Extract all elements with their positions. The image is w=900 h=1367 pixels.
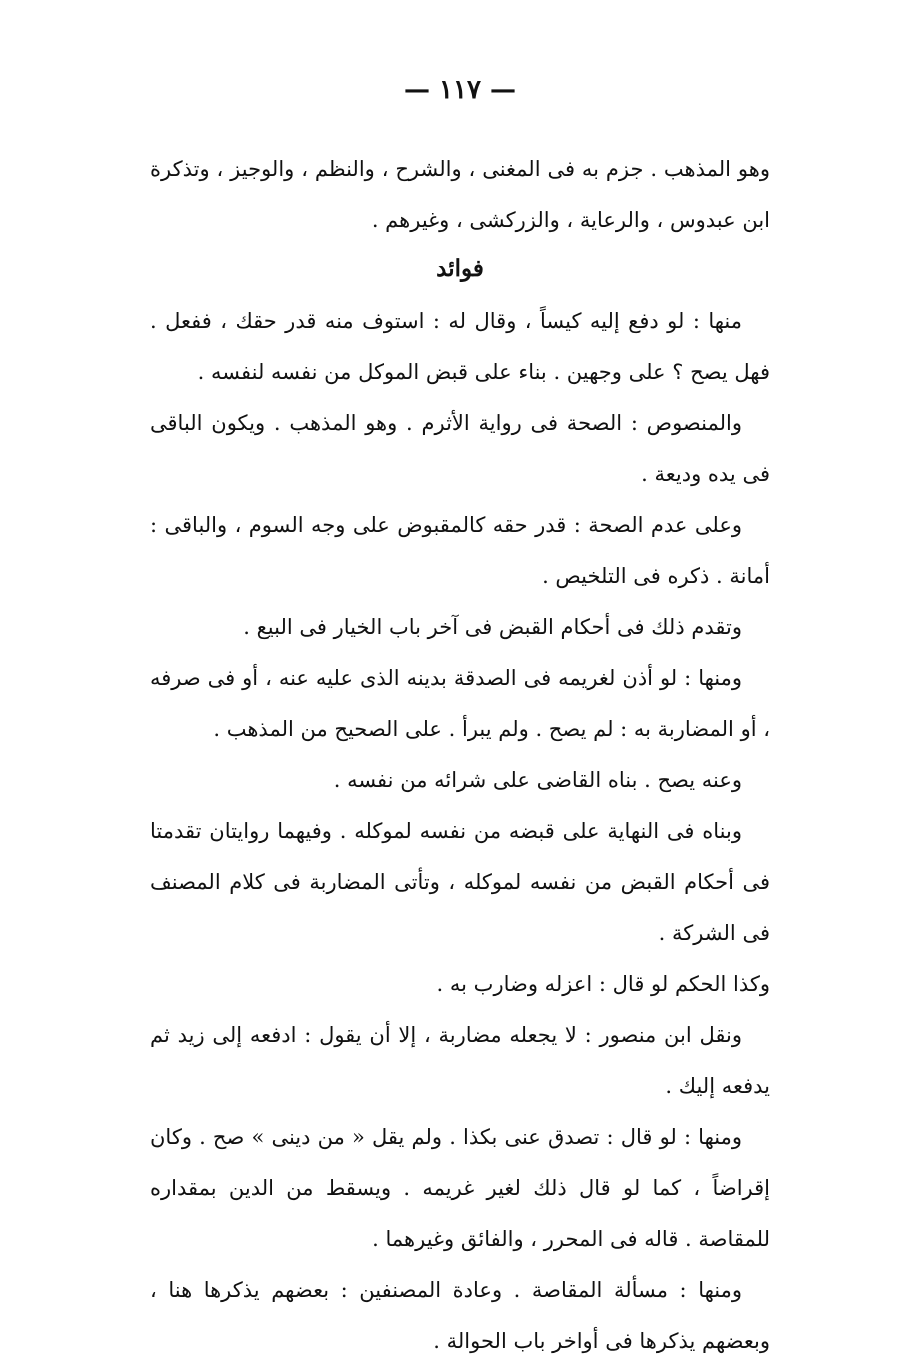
paragraph-9: وكذا الحكم لو قال : اعزله وضارب به .: [436, 972, 770, 996]
paragraph-5: وتقدم ذلك فى أحكام القبض فى آخر باب الخيار فى البيع .: [243, 615, 742, 639]
paragraph-3: والمنصوص : الصحة فى رواية الأثرم . وهو المذهب . ويكون الباقى فى يده وديعة .: [150, 411, 770, 486]
paragraph-6: ومنها : لو أذن لغريمه فى الصدقة بدينه الذى عليه عنه ، أو فى صرفه ، أو المضاربة به : لم يصح . ولم يبرأ . على الصحيح من المذهب .: [150, 666, 770, 741]
paragraph-12: ومنها : مسألة المقاصة . وعادة المصنفين : بعضهم يذكرها هنا ، وبعضهم يذكرها فى أواخر باب الحوالة .: [150, 1278, 770, 1353]
paragraph-2: منها : لو دفع إليه كيساً ، وقال له : استوف منه قدر حقك ، ففعل . فهل يصح ؟ على وجهين . بناء على قبض الموكل من نفسه لنفسه .: [150, 309, 770, 384]
paragraph-1: وهو المذهب . جزم به فى المغنى ، والشرح ، والنظم ، والوجيز ، وتذكرة ابن عبدوس ، والرعاية ، والزركشى ، وغيرهم .: [150, 157, 770, 232]
paragraph-11: ومنها : لو قال : تصدق عنى بكذا . ولم يقل « من دينى » صح . وكان إقراضاً ، كما لو قال ذلك لغير غريمه . ويسقط من الدين بمقداره للمقاصة . قاله فى المحرر ، والفائق وغيرهما .: [150, 1125, 770, 1251]
page-number: — ١١٧ —: [403, 75, 517, 105]
paragraph-4: وعلى عدم الصحة : قدر حقه كالمقبوض على وجه السوم ، والباقى : أمانة . ذكره فى التلخيص .: [150, 513, 770, 588]
paragraph-8: وبناه فى النهاية على قبضه من نفسه لموكله . وفيهما روايتان تقدمتا فى أحكام القبض من نفسه لموكله ، وتأتى المضاربة فى كلام المصنف فى الشركة .: [150, 819, 770, 945]
paragraph-7: وعنه يصح . بناه القاضى على شرائه من نفسه .: [333, 768, 742, 792]
paragraph-10: ونقل ابن منصور : لا يجعله مضاربة ، إلا أن يقول : ادفعه إلى زيد ثم يدفعه إليك .: [150, 1023, 770, 1098]
section-heading: فوائد: [436, 255, 484, 282]
book-page: [150, 70, 770, 1353]
